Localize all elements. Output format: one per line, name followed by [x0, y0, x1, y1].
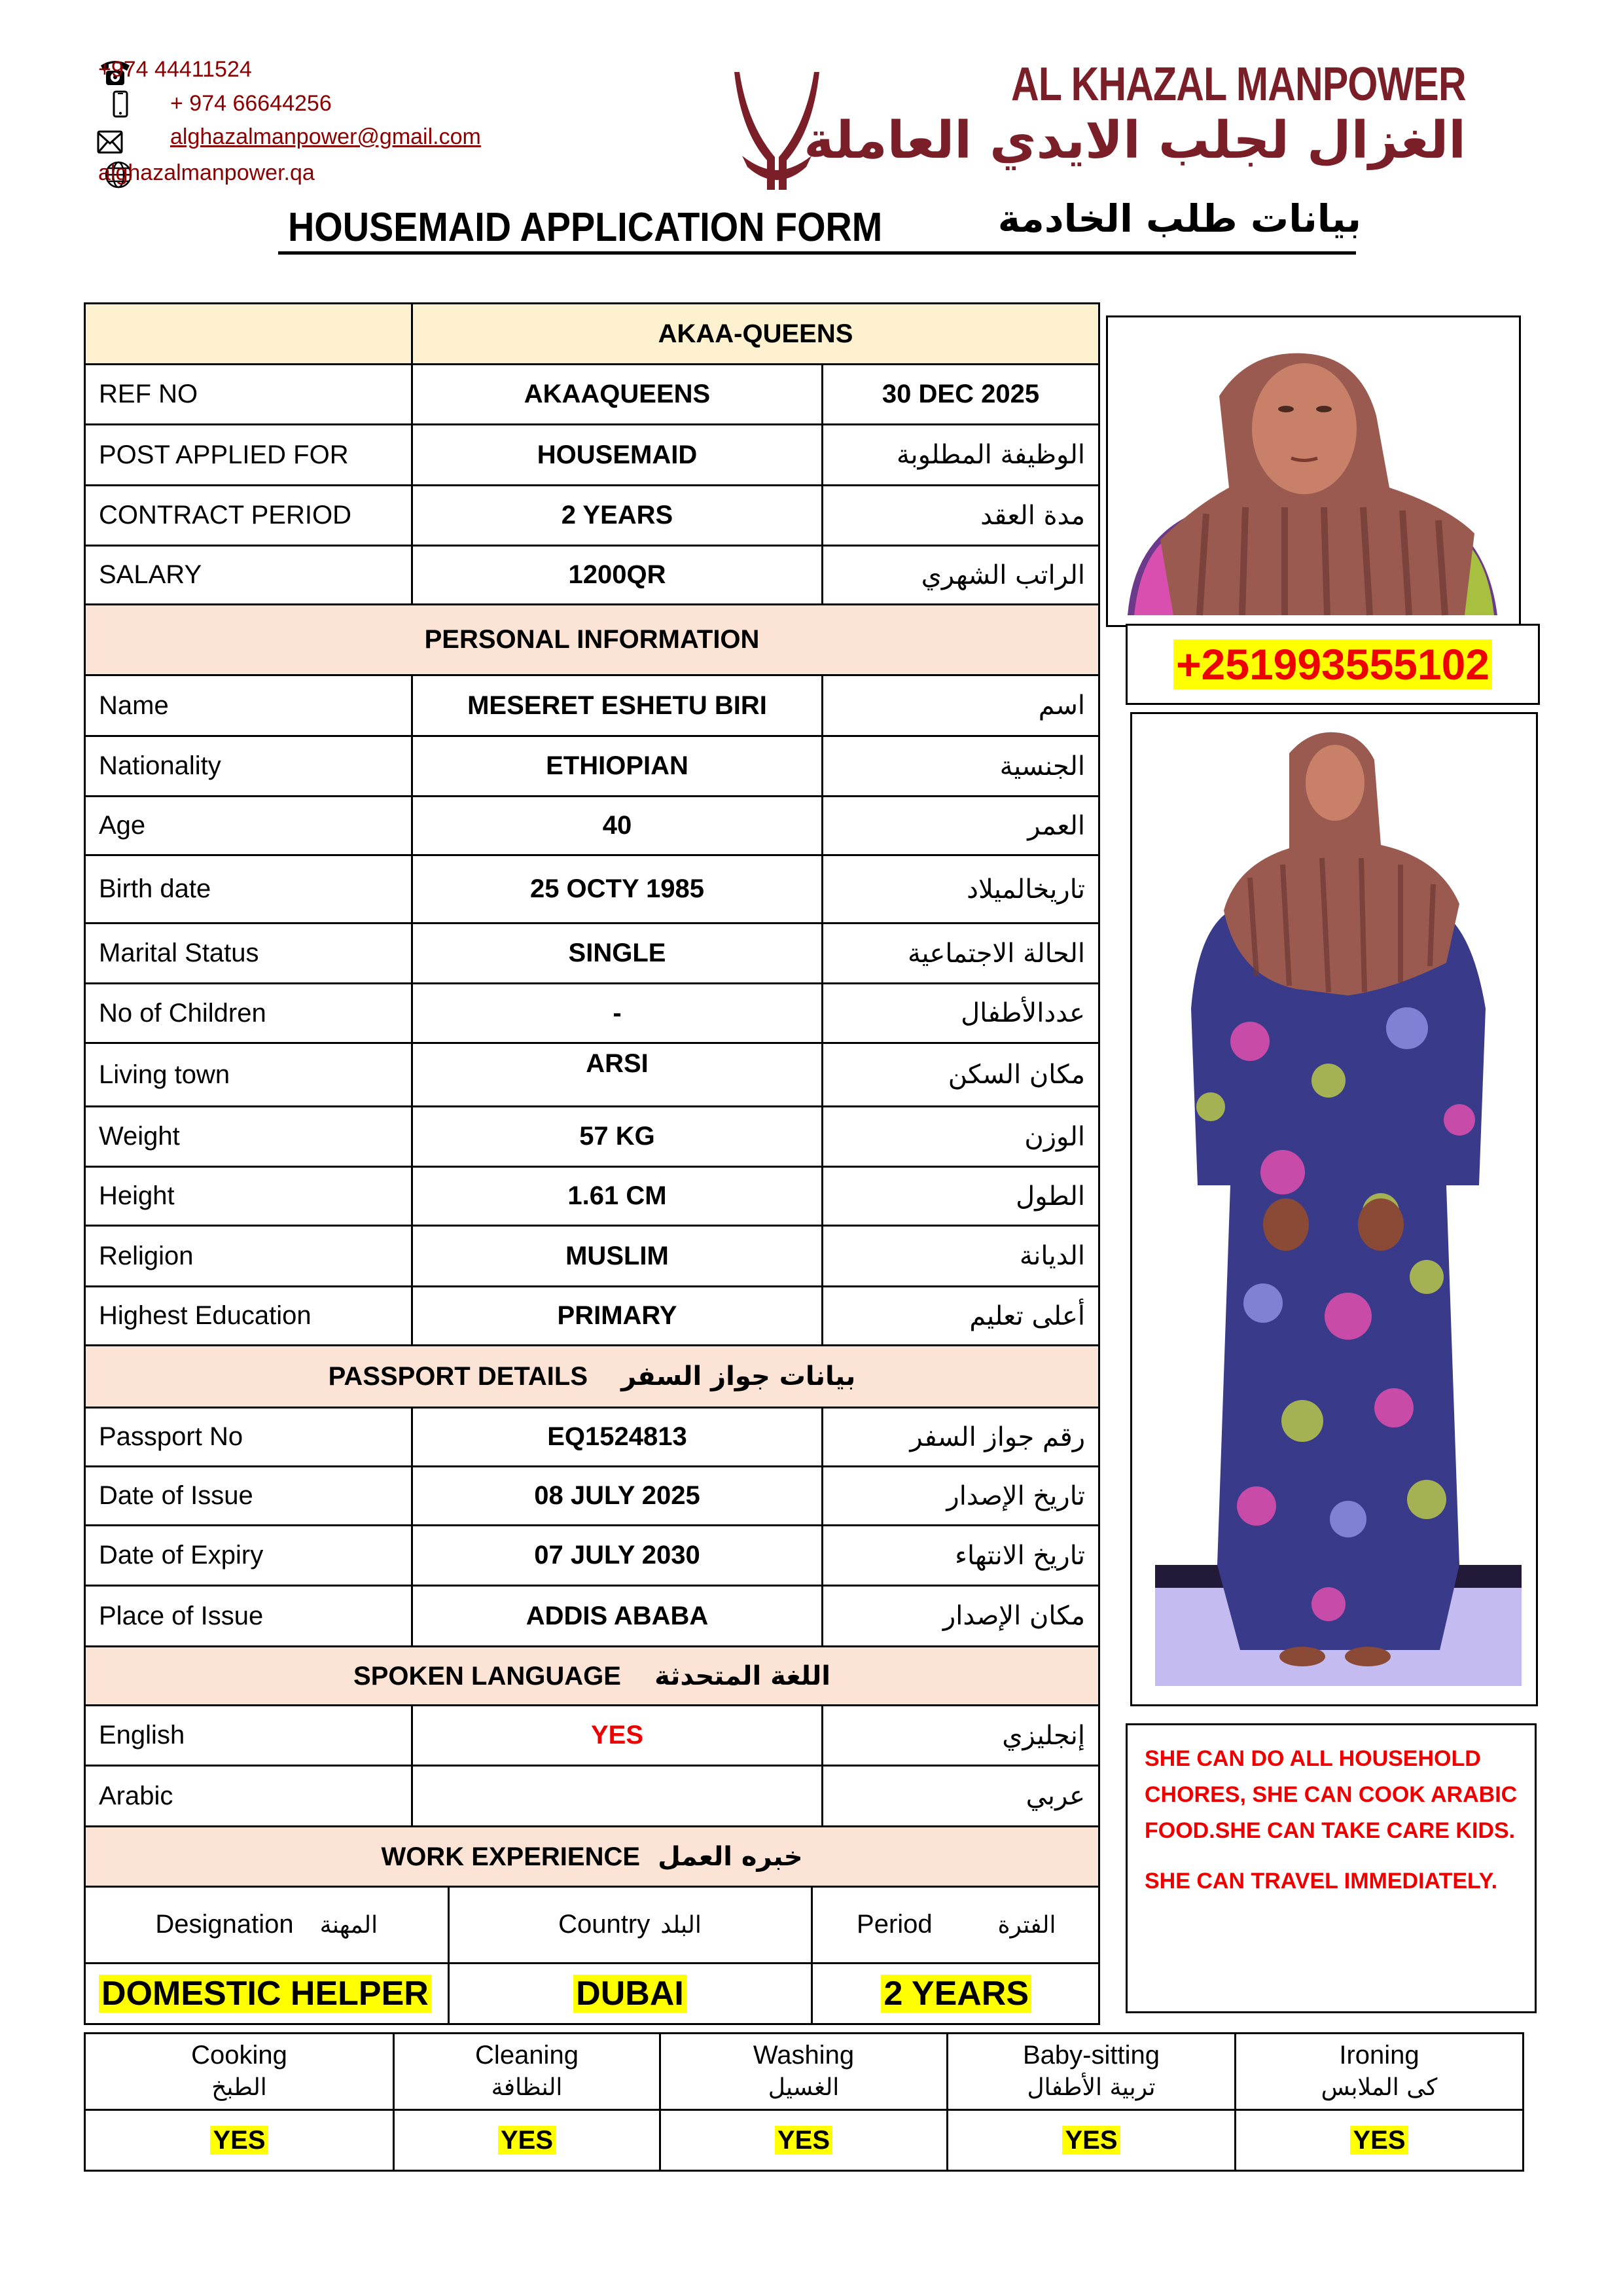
name-label: Name	[85, 675, 412, 736]
arabic-label-ar: عربي	[823, 1766, 1099, 1827]
birth-date-value: 25 OCTY 1985	[412, 855, 823, 924]
skill-label-ar: الطبخ	[211, 2074, 267, 2101]
work-experience-entry-row	[86, 1963, 1099, 2023]
email-link[interactable]	[170, 124, 481, 150]
skill-value: YES	[1062, 2126, 1120, 2155]
place-of-issue-value: ADDIS ABABA	[412, 1586, 823, 1647]
table-row	[85, 1408, 1099, 1467]
name-label-ar: اسم	[823, 675, 1099, 736]
table-row-contract	[85, 486, 1099, 546]
post-label: POST APPLIED FOR	[85, 425, 412, 486]
personal-info-heading: PERSONAL INFORMATION	[85, 605, 1099, 675]
skill-babysitting-header	[948, 2034, 1236, 2110]
table-row	[85, 1526, 1099, 1586]
english-label-ar: إنجليزي	[823, 1706, 1099, 1766]
skill-cleaning-value-cell	[394, 2110, 660, 2171]
nationality-label: Nationality	[85, 736, 412, 797]
brand-name-english: AL KHAZAL MANPOWER	[1011, 58, 1466, 111]
birth-date-label: Birth date	[85, 855, 412, 924]
skill-label: Baby-sitting	[1023, 2041, 1160, 2070]
form-title-arabic: بيانات طلب الخادمة	[997, 196, 1361, 241]
passport-heading-en: PASSPORT DETAILS	[328, 1362, 588, 1391]
passport-no-label: Passport No	[85, 1408, 412, 1467]
work-experience-subtable	[86, 1888, 1099, 2023]
passport-no-value: EQ1524813	[412, 1408, 823, 1467]
children-label-ar: عددالأطفال	[823, 984, 1099, 1043]
notes-travel: SHE CAN TRAVEL IMMEDIATELY.	[1145, 1869, 1498, 1893]
designation-header	[86, 1888, 448, 1963]
age-value: 40	[412, 797, 823, 855]
table-row	[85, 1043, 1099, 1107]
period-header-en: Period	[857, 1910, 933, 1939]
nationality-label-ar: الجنسية	[823, 736, 1099, 797]
expiry-date-value: 07 JULY 2030	[412, 1526, 823, 1586]
contract-value: 2 YEARS	[412, 486, 823, 546]
section-personal-info	[85, 605, 1099, 675]
table-row	[85, 1107, 1099, 1167]
email-link-text[interactable]: alghazalmanpower@gmail.com	[170, 124, 481, 149]
country-header-en: Country	[558, 1910, 651, 1939]
period-header	[812, 1888, 1099, 1963]
full-body-photo	[1132, 714, 1536, 1704]
skill-value: YES	[210, 2126, 268, 2155]
salary-value: 1200QR	[412, 546, 823, 605]
table-row-salary	[85, 546, 1099, 605]
table-row	[85, 1706, 1099, 1766]
section-work-experience	[85, 1827, 1099, 1887]
period-value: 2 YEARS	[881, 1975, 1031, 2013]
arabic-value	[412, 1766, 823, 1827]
country-header-ar: البلد	[660, 1912, 702, 1939]
table-row	[85, 675, 1099, 736]
education-value: PRIMARY	[412, 1287, 823, 1346]
agency-row	[85, 304, 1099, 365]
passport-heading	[85, 1346, 1099, 1408]
skill-label: Ironing	[1339, 2041, 1419, 2070]
salary-label-ar: الراتب الشهري	[823, 546, 1099, 605]
agency-blank-cell	[85, 304, 412, 365]
ref-no-label: REF NO	[85, 365, 412, 425]
skill-label-ar: تربية الأطفال	[1027, 2074, 1156, 2101]
table-row	[85, 855, 1099, 924]
ref-no-value: AKAAQUEENS	[412, 365, 823, 425]
skills-value-row	[85, 2110, 1524, 2171]
nationality-value: ETHIOPIAN	[412, 736, 823, 797]
skill-label-ar: كى الملابس	[1321, 2074, 1438, 2101]
table-row	[85, 797, 1099, 855]
height-label-ar: الطول	[823, 1167, 1099, 1226]
name-value: MESERET ESHETU BIRI	[412, 675, 823, 736]
skill-cleaning-header	[394, 2034, 660, 2110]
table-row	[85, 924, 1099, 984]
height-label: Height	[85, 1167, 412, 1226]
place-of-issue-label: Place of Issue	[85, 1586, 412, 1647]
table-row	[85, 984, 1099, 1043]
children-label: No of Children	[85, 984, 412, 1043]
skill-value: YES	[498, 2126, 556, 2155]
age-label: Age	[85, 797, 412, 855]
work-experience-heading-ar: خبره العمل	[658, 1841, 803, 1872]
country-header	[448, 1888, 812, 1963]
skill-value: YES	[775, 2126, 832, 2155]
weight-label-ar: الوزن	[823, 1107, 1099, 1167]
title-underline	[278, 251, 1356, 255]
living-town-value: ARSI	[412, 1043, 823, 1107]
languages-heading-en: SPOKEN LANGUAGE	[353, 1661, 621, 1691]
religion-value: MUSLIM	[412, 1226, 823, 1287]
country-value: DUBAI	[573, 1975, 687, 2013]
skills-table	[84, 2032, 1524, 2172]
candidate-phone-number[interactable]: +251993555102	[1173, 639, 1492, 689]
marital-status-value: SINGLE	[412, 924, 823, 984]
skill-label: Washing	[753, 2041, 855, 2070]
section-passport	[85, 1346, 1099, 1408]
skill-babysitting-value-cell	[948, 2110, 1236, 2171]
skill-washing-value-cell	[660, 2110, 948, 2171]
period-cell	[812, 1963, 1099, 2023]
application-table	[84, 302, 1100, 2025]
skill-label-ar: الغسيل	[768, 2074, 840, 2101]
headshot-photo-frame	[1106, 315, 1521, 627]
website-link[interactable]: alghazalmanpower.qa	[98, 160, 315, 185]
education-label-ar: أعلى تعليم	[823, 1287, 1099, 1346]
agency-name: AKAA-QUEENS	[412, 304, 1099, 365]
work-experience-subtable-cell	[85, 1887, 1099, 2024]
skill-label-ar: النظافة	[491, 2074, 563, 2101]
form-title-english: HOUSEMAID APPLICATION FORM	[288, 205, 883, 250]
table-row-ref-no	[85, 365, 1099, 425]
section-languages	[85, 1647, 1099, 1706]
brand-name-arabic: الغزال لجلب الايدي العاملة	[804, 111, 1466, 170]
form-date: 30 DEC 2025	[823, 365, 1099, 425]
skill-ironing-value-cell	[1236, 2110, 1524, 2171]
skills-header-row	[85, 2034, 1524, 2110]
envelope-icon	[97, 129, 123, 155]
designation-header-ar: المهنة	[319, 1912, 378, 1939]
salary-label: SALARY	[85, 546, 412, 605]
living-town-label-ar: مكان السكن	[823, 1043, 1099, 1107]
marital-status-label-ar: الحالة الاجتماعية	[823, 924, 1099, 984]
skill-label: Cleaning	[475, 2041, 579, 2070]
passport-heading-ar: بيانات جواز السفر	[621, 1361, 856, 1391]
work-experience-heading	[85, 1827, 1099, 1887]
religion-label: Religion	[85, 1226, 412, 1287]
arabic-label: Arabic	[85, 1766, 412, 1827]
country-cell	[448, 1963, 812, 2023]
education-label: Highest Education	[85, 1287, 412, 1346]
expiry-date-label-ar: تاريخ الانتهاء	[823, 1526, 1099, 1586]
mobile-phone-icon	[113, 90, 128, 118]
candidate-notes-box	[1126, 1723, 1537, 2013]
table-row	[85, 1167, 1099, 1226]
passport-no-label-ar: رقم جواز السفر	[823, 1408, 1099, 1467]
contract-label: CONTRACT PERIOD	[85, 486, 412, 546]
skill-label: Cooking	[191, 2041, 287, 2070]
skill-cooking-header	[85, 2034, 394, 2110]
table-row-post	[85, 425, 1099, 486]
issue-date-value: 08 JULY 2025	[412, 1467, 823, 1526]
post-label-ar: الوظيفة المطلوبة	[823, 425, 1099, 486]
designation-value: DOMESTIC HELPER	[99, 1975, 431, 2013]
mobile-number: + 974 66644256	[170, 91, 332, 116]
marital-status-label: Marital Status	[85, 924, 412, 984]
issue-date-label: Date of Issue	[85, 1467, 412, 1526]
languages-heading	[85, 1647, 1099, 1706]
english-value: YES	[412, 1706, 823, 1766]
skill-washing-header	[660, 2034, 948, 2110]
post-value: HOUSEMAID	[412, 425, 823, 486]
table-row	[85, 1766, 1099, 1827]
designation-cell	[86, 1963, 448, 2023]
living-town-label: Living town	[85, 1043, 412, 1107]
expiry-date-label: Date of Expiry	[85, 1526, 412, 1586]
birth-date-label-ar: تاريخالميلاد	[823, 855, 1099, 924]
landline-number: +974 44411524	[98, 57, 252, 82]
candidate-phone-box	[1126, 624, 1540, 705]
place-of-issue-label-ar: مكان الإصدار	[823, 1586, 1099, 1647]
skill-ironing-header	[1236, 2034, 1524, 2110]
english-label: English	[85, 1706, 412, 1766]
full-body-photo-frame	[1130, 712, 1538, 1706]
designation-header-en: Designation	[155, 1910, 294, 1939]
headshot-photo	[1108, 317, 1519, 625]
work-experience-heading-en: WORK EXPERIENCE	[381, 1842, 641, 1871]
table-row	[85, 1586, 1099, 1647]
table-row	[85, 736, 1099, 797]
contract-label-ar: مدة العقد	[823, 486, 1099, 546]
languages-heading-ar: اللغة المتحدثة	[654, 1660, 830, 1691]
children-value: -	[412, 984, 823, 1043]
table-row	[85, 1287, 1099, 1346]
height-value: 1.61 CM	[412, 1167, 823, 1226]
table-row	[85, 1467, 1099, 1526]
age-label-ar: العمر	[823, 797, 1099, 855]
notes-skills: SHE CAN DO ALL HOUSEHOLD CHORES, SHE CAN COOK ARABIC FOOD.SHE CAN TAKE CARE KIDS.	[1145, 1746, 1518, 1843]
issue-date-label-ar: تاريخ الإصدار	[823, 1467, 1099, 1526]
skill-value: YES	[1350, 2126, 1408, 2155]
skill-cooking-value-cell	[85, 2110, 394, 2171]
religion-label-ar: الديانة	[823, 1226, 1099, 1287]
weight-label: Weight	[85, 1107, 412, 1167]
period-header-ar: الفترة	[997, 1912, 1056, 1939]
weight-value: 57 KG	[412, 1107, 823, 1167]
table-row	[85, 1226, 1099, 1287]
work-experience-header-row	[85, 1887, 1099, 2024]
